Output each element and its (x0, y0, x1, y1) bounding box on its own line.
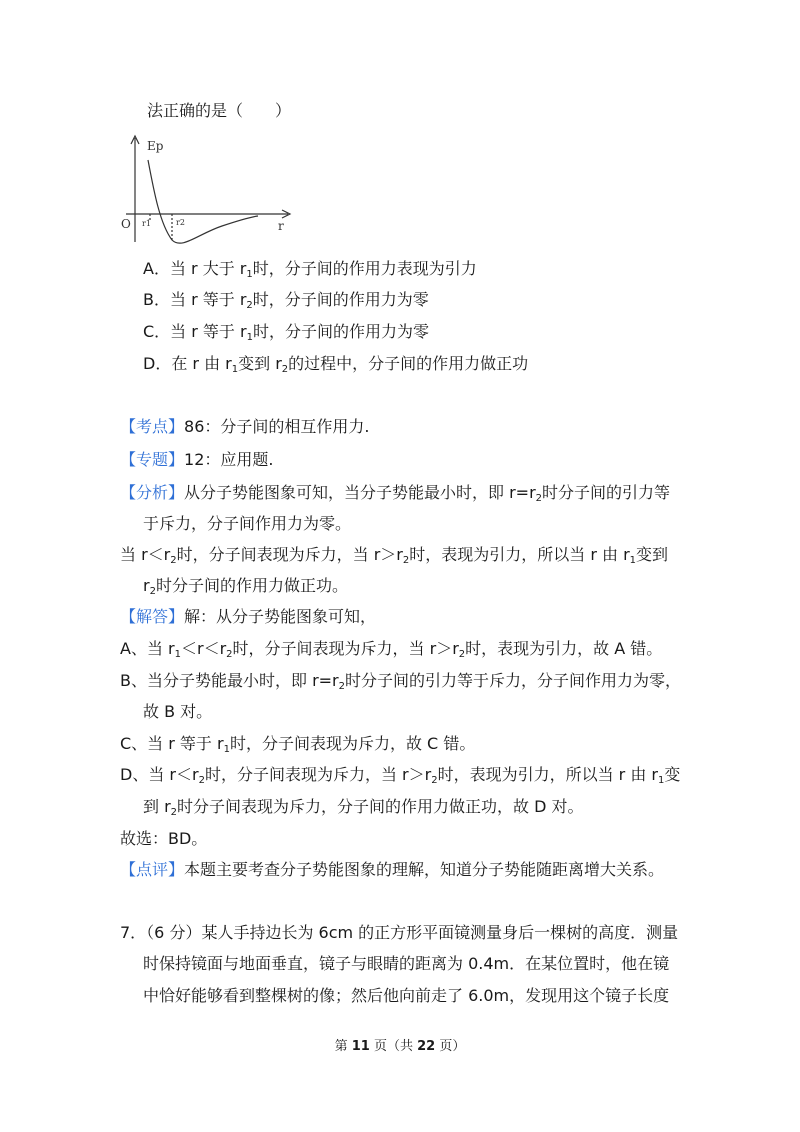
jieda-c: C、当 r 等于 $r_1$时，分子间表现为斥力，故 C 错。 (120, 734, 476, 755)
r1-label: r1 (142, 219, 151, 228)
option-d: D．在 r 由 $r_1$变到 $r_2$的过程中，分子间的作用力做正功 (143, 354, 529, 375)
option-a: A．当 r 大于 $r_1$时，分子间的作用力表现为引力 (143, 259, 477, 280)
jieda-d-cont: 到 $r_2$时分子间表现为斥力，分子间的作用力做正功，故 D 对。 (143, 797, 584, 818)
option-c: C．当 r 等于 $r_1$时，分子间的作用力为零 (143, 322, 429, 343)
fenxi-line-1: 【分析】从分子势能图象可知，当分子势能最小时，即 $r=r_2$时分子间的引力等 (120, 483, 671, 504)
q7-line-3: 中恰好能够看到整棵树的像；然后他向前走了 6.0m，发现用这个镜子长度 (143, 986, 670, 1005)
zhuanti: 【专题】12：应用题. (120, 450, 274, 469)
potential-energy-graph (112, 132, 302, 250)
answer: 故选：BD。 (120, 829, 208, 848)
xlabel: r (278, 219, 284, 233)
jieda-b-cont: 故 B 对。 (143, 702, 213, 721)
ylabel: Ep (147, 139, 164, 153)
fenxi-line-4: $r_2$时分子间的作用力做正功。 (143, 576, 348, 597)
fenxi-line-3: 当 $r<r_2$时，分子间表现为斥力，当 $r>r_2$时，表现为引力，所以当 r 由 $r_1$变到 (120, 545, 669, 566)
question-tail: 法正确的是（ ） (147, 101, 292, 120)
origin-label: O (121, 217, 131, 231)
q7-line-1: 7．（6 分）某人手持边长为 6cm 的正方形平面镜测量身后一棵树的高度．测量 (120, 923, 679, 942)
kaodian: 【考点】86：分子间的相互作用力. (120, 417, 370, 436)
jieda-a: A、当 $r_1<r<r_2$时，分子间表现为斥力，当 $r>r_2$时，表现为引力，故 A 错。 (120, 639, 663, 660)
jieda-intro: 【解答】解：从分子势能图象可知， (120, 607, 377, 626)
q7-line-2: 时保持镜面与地面垂直，镜子与眼睛的距离为 0.4m．在某位置时，他在镜 (143, 954, 670, 973)
page-footer: 第 11 页（共 22 页） (334, 1039, 466, 1054)
dianping: 【点评】本题主要考查分子势能图象的理解，知道分子势能随距离增大关系。 (120, 860, 665, 879)
option-b: B．当 r 等于 $r_2$时，分子间的作用力为零 (143, 290, 429, 311)
jieda-d: D、当 $r<r_2$时，分子间表现为斥力，当 $r>r_2$时，表现为引力，所以当 r 由 $r_1$变 (120, 765, 681, 786)
fenxi-line-2: 于斥力，分子间作用力为零。 (143, 514, 352, 533)
r2-label: r2 (176, 218, 185, 227)
ep-curve (148, 160, 258, 243)
jieda-b: B、当分子势能最小时，即 $r=r_2$时分子间的引力等于斥力，分子间作用力为零， (120, 671, 682, 692)
